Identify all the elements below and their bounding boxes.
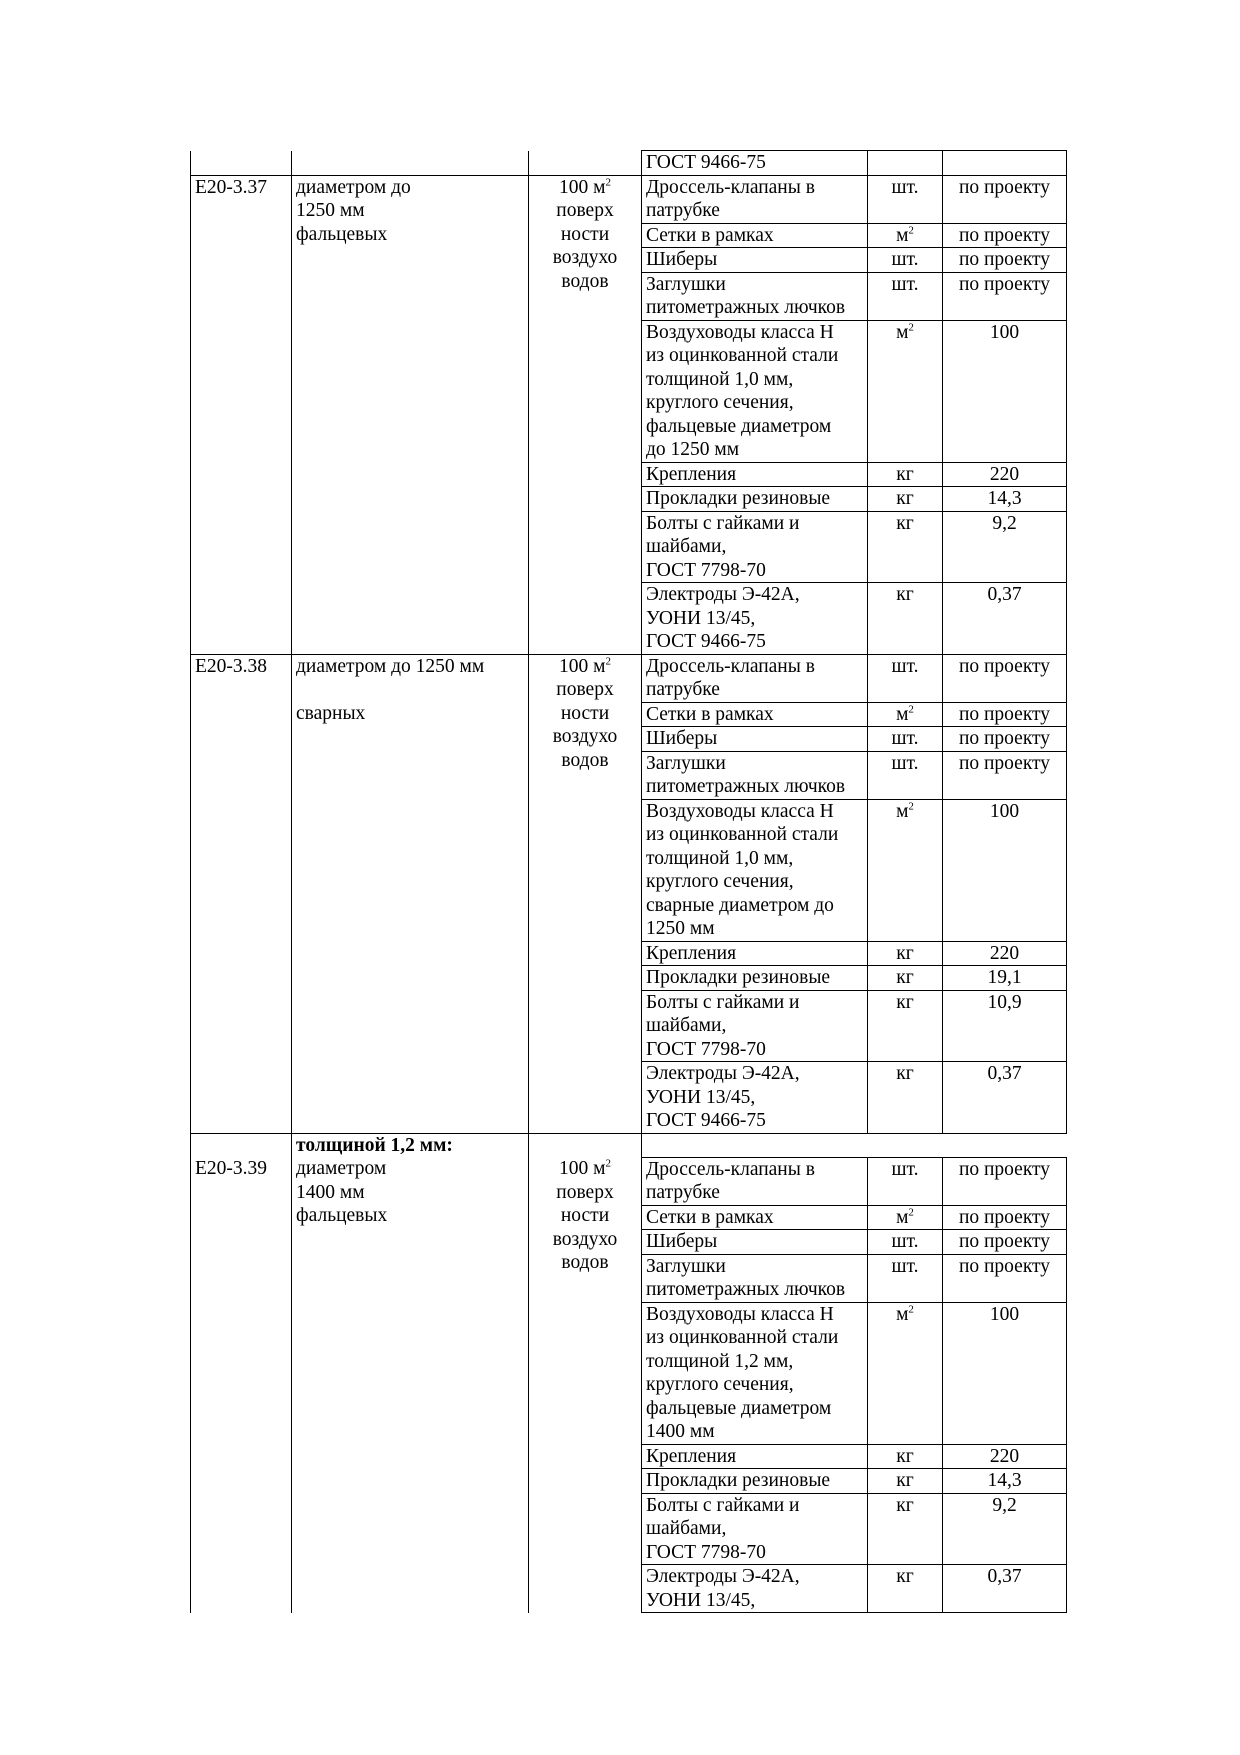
resource-quantity: по проекту <box>943 1157 1067 1205</box>
resource-name: Прокладки резиновые <box>642 487 868 512</box>
resource-quantity: по проекту <box>943 248 1067 273</box>
resource-quantity: по проекту <box>943 1254 1067 1302</box>
resource-quantity: по проекту <box>943 272 1067 320</box>
norm-unit: 100 $м^2$ поверх ности воздухо водов <box>529 654 642 1133</box>
norm-description: диаметром до 1250 мм фальцевых <box>292 175 529 654</box>
resource-quantity: по проекту <box>943 1230 1067 1255</box>
resource-quantity: по проекту <box>943 702 1067 727</box>
resource-name: Болты с гайками и шайбами, ГОСТ 7798-70 <box>642 1493 868 1565</box>
empty-resource-area <box>642 1133 1067 1157</box>
resource-name: Шиберы <box>642 727 868 752</box>
resource-quantity: по проекту <box>943 223 1067 248</box>
resource-name: Шиберы <box>642 248 868 273</box>
empty-name-cell <box>292 151 529 176</box>
empty-unit-cell <box>529 1133 642 1157</box>
resource-unit: шт. <box>868 751 943 799</box>
resource-unit: шт. <box>868 727 943 752</box>
resource-unit: кг <box>868 462 943 487</box>
resource-quantity: 14,3 <box>943 487 1067 512</box>
resource-name: Заглушки питометражных лючков <box>642 272 868 320</box>
resource-unit: $м^2$ <box>868 1205 943 1230</box>
resource-unit: кг <box>868 990 943 1062</box>
resource-quantity: 220 <box>943 1444 1067 1469</box>
resource-name: Прокладки резиновые <box>642 1469 868 1494</box>
resource-unit: кг <box>868 487 943 512</box>
resource-quantity: 0,37 <box>943 1565 1067 1613</box>
resource-unit: кг <box>868 511 943 583</box>
resource-quantity: 9,2 <box>943 511 1067 583</box>
resource-name: Воздуховоды класса Н из оцинкованной стали толщиной 1,0 мм, круглого сечения, фальцевые диаметром до 1250 мм <box>642 320 868 462</box>
section-title: толщиной 1,2 мм: <box>292 1133 529 1157</box>
resource-name: Шиберы <box>642 1230 868 1255</box>
resource-name: Электроды Э-42А, УОНИ 13/45, ГОСТ 9466-75 <box>642 1062 868 1134</box>
norm-unit: 100 $м^2$ поверх ности воздухо водов <box>529 1157 642 1613</box>
resource-quantity: 10,9 <box>943 990 1067 1062</box>
resource-name: Воздуховоды класса Н из оцинкованной стали толщиной 1,2 мм, круглого сечения, фальцевые диаметром 1400 мм <box>642 1302 868 1444</box>
resource-unit: шт. <box>868 1254 943 1302</box>
resource-quantity: по проекту <box>943 751 1067 799</box>
resource-name: Болты с гайками и шайбами, ГОСТ 7798-70 <box>642 990 868 1062</box>
empty-code-cell <box>191 1133 292 1157</box>
empty-unit-cell <box>529 151 642 176</box>
resource-unit: $м^2$ <box>868 702 943 727</box>
norms-table <box>190 150 1067 1613</box>
resource-unit: кг <box>868 1469 943 1494</box>
norm-code: Е20-3.38 <box>191 654 292 1133</box>
resource-name: Крепления <box>642 462 868 487</box>
resource-name: Крепления <box>642 1444 868 1469</box>
table-row <box>191 175 1067 223</box>
resource-quantity: по проекту <box>943 175 1067 223</box>
norm-code: Е20-3.37 <box>191 175 292 654</box>
resource-name: ГОСТ 9466-75 <box>642 151 868 176</box>
resource-unit: кг <box>868 941 943 966</box>
resource-name: Заглушки питометражных лючков <box>642 751 868 799</box>
resource-name: Болты с гайками и шайбами, ГОСТ 7798-70 <box>642 511 868 583</box>
resource-name: Электроды Э-42А, УОНИ 13/45, ГОСТ 9466-75 <box>642 583 868 655</box>
resource-quantity: 220 <box>943 462 1067 487</box>
resource-name: Электроды Э-42А, УОНИ 13/45, <box>642 1565 868 1613</box>
resource-quantity: 100 <box>943 799 1067 941</box>
resource-unit: кг <box>868 966 943 991</box>
norm-description: диаметром 1400 мм фальцевых <box>292 1157 529 1613</box>
resource-name: Заглушки питометражных лючков <box>642 1254 868 1302</box>
resource-quantity: 220 <box>943 941 1067 966</box>
resource-quantity: по проекту <box>943 727 1067 752</box>
resource-name: Сетки в рамках <box>642 702 868 727</box>
resource-name: Дроссель-клапаны в патрубке <box>642 1157 868 1205</box>
resource-quantity: 14,3 <box>943 1469 1067 1494</box>
resource-name: Сетки в рамках <box>642 223 868 248</box>
resource-name: Крепления <box>642 941 868 966</box>
resource-unit: $м^2$ <box>868 223 943 248</box>
resource-unit: кг <box>868 1444 943 1469</box>
empty-code-cell <box>191 151 292 176</box>
norm-unit: 100 $м^2$ поверх ности воздухо водов <box>529 175 642 654</box>
resource-name: Воздуховоды класса Н из оцинкованной стали толщиной 1,0 мм, круглого сечения, сварные диаметром до 1250 мм <box>642 799 868 941</box>
resource-unit: $м^2$ <box>868 320 943 462</box>
resource-name: Сетки в рамках <box>642 1205 868 1230</box>
resource-unit: шт. <box>868 654 943 702</box>
resource-unit: $м^2$ <box>868 1302 943 1444</box>
resource-unit <box>868 151 943 176</box>
resource-name: Дроссель-клапаны в патрубке <box>642 654 868 702</box>
resource-name: Дроссель-клапаны в патрубке <box>642 175 868 223</box>
resource-quantity <box>943 151 1067 176</box>
norm-code: Е20-3.39 <box>191 1157 292 1613</box>
resource-quantity: 19,1 <box>943 966 1067 991</box>
table-row <box>191 654 1067 702</box>
resource-unit: шт. <box>868 1157 943 1205</box>
resource-name: Прокладки резиновые <box>642 966 868 991</box>
resource-quantity: 100 <box>943 320 1067 462</box>
resource-quantity: 0,37 <box>943 1062 1067 1134</box>
resource-quantity: по проекту <box>943 654 1067 702</box>
resource-quantity: по проекту <box>943 1205 1067 1230</box>
resource-unit: кг <box>868 1565 943 1613</box>
resource-unit: кг <box>868 583 943 655</box>
resource-unit: шт. <box>868 272 943 320</box>
resource-unit: кг <box>868 1062 943 1134</box>
norm-description: диаметром до 1250 мм сварных <box>292 654 529 1133</box>
table-row <box>191 151 1067 176</box>
resource-quantity: 0,37 <box>943 583 1067 655</box>
resource-unit: шт. <box>868 175 943 223</box>
resource-quantity: 9,2 <box>943 1493 1067 1565</box>
resource-unit: шт. <box>868 248 943 273</box>
section-title-row <box>191 1133 1067 1157</box>
resource-unit: шт. <box>868 1230 943 1255</box>
document-page <box>190 150 1066 1613</box>
resource-unit: кг <box>868 1493 943 1565</box>
resource-quantity: 100 <box>943 1302 1067 1444</box>
table-row <box>191 1157 1067 1205</box>
resource-unit: $м^2$ <box>868 799 943 941</box>
